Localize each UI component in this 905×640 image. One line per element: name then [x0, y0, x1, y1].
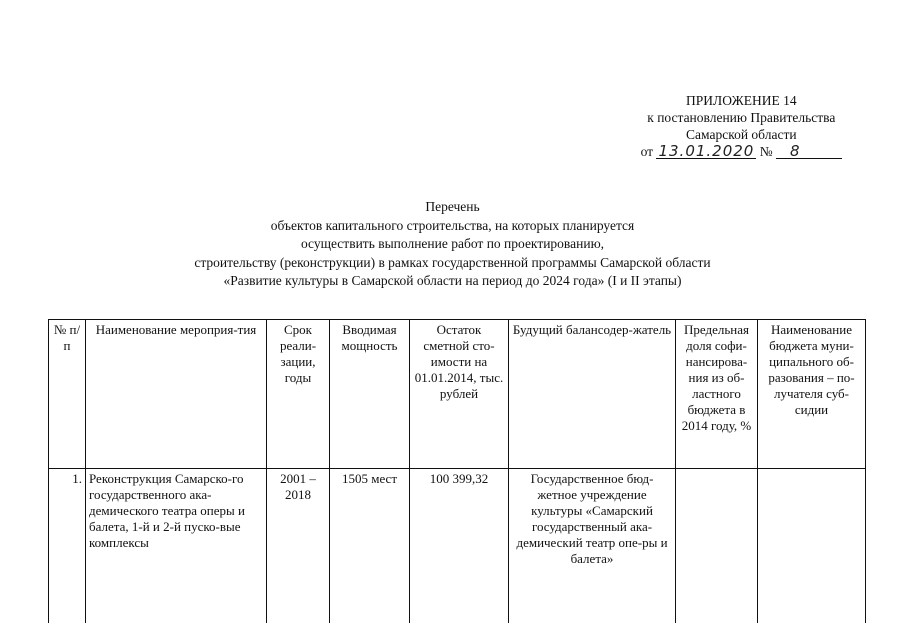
annex-region-line: Самарской области	[686, 127, 797, 142]
table-header-row	[49, 320, 866, 469]
cell-period: 2001 – 2018	[267, 469, 330, 624]
cell-budget	[758, 469, 866, 624]
handwritten-number: 8	[776, 144, 842, 159]
title-line-2: объектов капитального строительства, на которых планируется	[270, 217, 635, 233]
number-label: №	[759, 144, 773, 159]
header-budget: Наименование бюджета муни-ципального об-разования – по-лучателя суб-сидии	[758, 320, 866, 469]
document-title	[0, 198, 905, 291]
title-line-5: «Развитие культуры в Самарской области на период до 2024 года» (I и II этапы)	[223, 273, 682, 288]
header-num: № п/п	[49, 320, 86, 469]
header-share: Предельная доля софи-нансирова-ния из об-ластного бюджета в 2014 году, %	[676, 320, 758, 469]
header-remainder: Остаток сметной сто-имости на 01.01.2014, тыс. рублей	[410, 320, 509, 469]
annex-header	[641, 92, 842, 160]
title-line-1: Перечень	[425, 199, 480, 214]
objects-table	[48, 319, 866, 623]
header-name: Наименование мероприя-тия	[86, 320, 267, 469]
cell-capacity: 1505 мест	[330, 469, 410, 624]
cell-share	[676, 469, 758, 624]
cell-num: 1.	[49, 469, 86, 624]
header-period: Срок реали-зации, годы	[267, 320, 330, 469]
header-capacity: Вводимая мощность	[330, 320, 410, 469]
cell-name: Реконструкция Самарско-го государственного ака-демического театра оперы и балета, 1-й и 2-й пуско-вые комплексы	[86, 469, 267, 624]
annex-title: ПРИЛОЖЕНИЕ 14	[686, 93, 797, 108]
from-label: от	[640, 144, 654, 159]
annex-date-row	[641, 143, 842, 160]
header-holder: Будущий балансодер-жатель	[509, 320, 676, 469]
title-line-3: осуществить выполнение работ по проектированию,	[300, 236, 605, 251]
handwritten-date: 13.01.2020	[658, 142, 755, 160]
table-row	[49, 469, 866, 624]
annex-decree-line: к постановлению Правительства	[647, 110, 836, 125]
cell-remainder: 100 399,32	[410, 469, 509, 624]
cell-holder: Государственное бюд-жетное учреждение культуры «Самарский государственный ака-демический театр опе-ры и балета»	[509, 469, 676, 624]
title-line-4: строительству (реконструкции) в рамках государственной программы Самарской области	[194, 254, 711, 270]
